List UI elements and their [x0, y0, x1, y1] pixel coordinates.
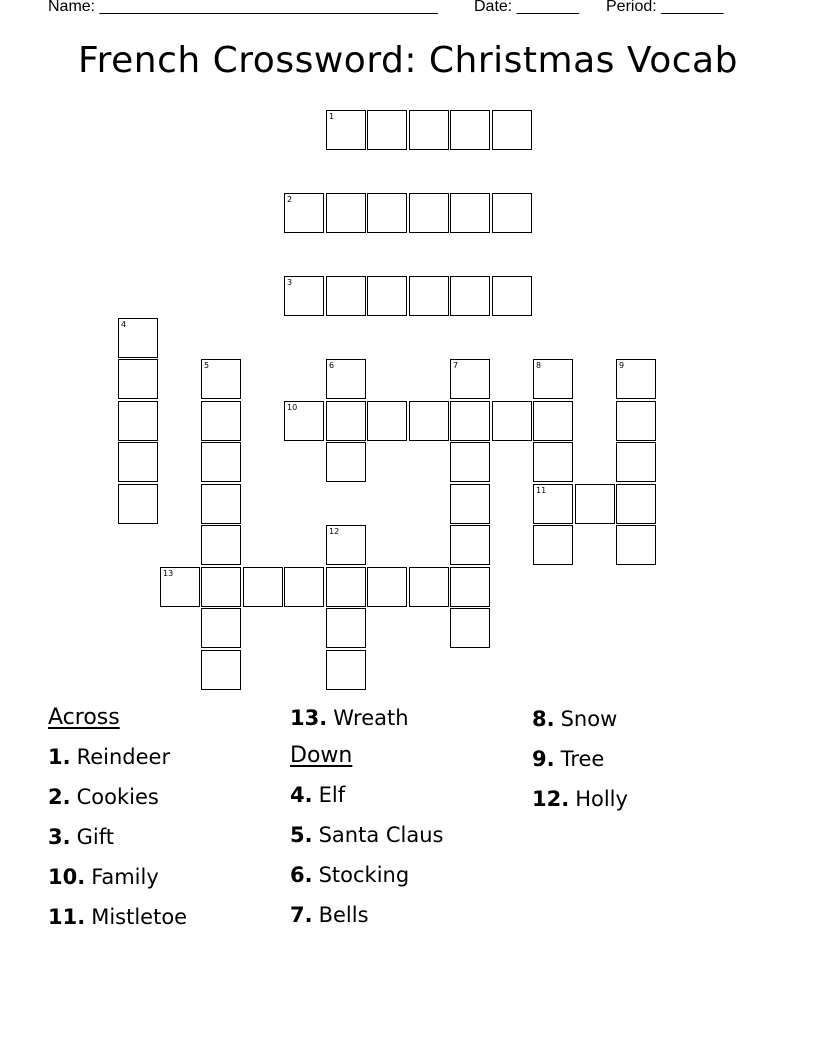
- grid-cell[interactable]: [201, 401, 241, 441]
- grid-cell[interactable]: [160, 567, 200, 607]
- grid-cell[interactable]: [367, 567, 407, 607]
- grid-cell[interactable]: [326, 650, 366, 690]
- across-heading: Across: [48, 705, 120, 730]
- cell-number: 3: [287, 278, 293, 287]
- grid-cell[interactable]: [450, 193, 490, 233]
- grid-cell[interactable]: [326, 442, 366, 482]
- clue-column-2: [290, 700, 444, 936]
- grid-cell[interactable]: [201, 650, 241, 690]
- grid-cell[interactable]: [284, 193, 324, 233]
- grid-cell[interactable]: [533, 359, 573, 399]
- grid-cell[interactable]: [450, 608, 490, 648]
- grid-cell[interactable]: [450, 484, 490, 524]
- grid-cell[interactable]: [284, 276, 324, 316]
- clue-down-7: 7. Bells: [290, 903, 369, 927]
- grid-cell[interactable]: [201, 608, 241, 648]
- grid-cell[interactable]: [492, 110, 532, 150]
- period-field[interactable]: Period: _______: [606, 0, 724, 15]
- grid-cell[interactable]: [326, 359, 366, 399]
- grid-cell[interactable]: [367, 276, 407, 316]
- cell-number: 1: [329, 112, 335, 121]
- grid-cell[interactable]: [533, 525, 573, 565]
- name-field[interactable]: Name: ______________________________________: [48, 0, 438, 15]
- grid-cell[interactable]: [492, 193, 532, 233]
- cell-number: 9: [619, 361, 625, 370]
- cell-number: 12: [329, 527, 340, 536]
- clue-across-3: 3. Gift: [48, 825, 114, 849]
- clue-down-6: 6. Stocking: [290, 863, 410, 887]
- grid-cell[interactable]: [450, 110, 490, 150]
- grid-cell[interactable]: [616, 484, 656, 524]
- grid-cell[interactable]: [450, 567, 490, 607]
- clue-column-3: [532, 700, 628, 820]
- grid-cell[interactable]: [367, 193, 407, 233]
- grid-cell[interactable]: [284, 567, 324, 607]
- grid-cell[interactable]: [118, 442, 158, 482]
- grid-cell[interactable]: [450, 401, 490, 441]
- clue-down-9: 9. Tree: [532, 747, 605, 771]
- grid-cell[interactable]: [284, 401, 324, 441]
- grid-cell[interactable]: [409, 276, 449, 316]
- grid-cell[interactable]: [450, 359, 490, 399]
- grid-cell[interactable]: [326, 276, 366, 316]
- clue-down-12: 12. Holly: [532, 787, 628, 811]
- grid-cell[interactable]: [450, 442, 490, 482]
- student-info-header: [0, 0, 816, 20]
- cell-number: 7: [453, 361, 459, 370]
- clue-down-8: 8. Snow: [532, 707, 618, 731]
- cell-number: 8: [536, 361, 542, 370]
- grid-cell[interactable]: [533, 442, 573, 482]
- grid-cell[interactable]: [326, 110, 366, 150]
- grid-cell[interactable]: [118, 401, 158, 441]
- clue-down-5: 5. Santa Claus: [290, 823, 444, 847]
- grid-cell[interactable]: [409, 567, 449, 607]
- cell-number: 13: [163, 569, 174, 578]
- grid-cell[interactable]: [118, 484, 158, 524]
- worksheet-title: French Crossword: Christmas Vocab: [78, 40, 738, 81]
- grid-cell[interactable]: [492, 401, 532, 441]
- grid-cell[interactable]: [367, 401, 407, 441]
- grid-cell[interactable]: [616, 401, 656, 441]
- grid-cell[interactable]: [533, 484, 573, 524]
- grid-cell[interactable]: [326, 608, 366, 648]
- grid-cell[interactable]: [201, 359, 241, 399]
- clue-column-1: [48, 700, 187, 938]
- clue-across-1: 1. Reindeer: [48, 745, 171, 769]
- clue-across-10: 10. Family: [48, 865, 159, 889]
- grid-cell[interactable]: [326, 193, 366, 233]
- grid-cell[interactable]: [118, 359, 158, 399]
- grid-cell[interactable]: [616, 442, 656, 482]
- cell-number: 6: [329, 361, 335, 370]
- grid-cell[interactable]: [450, 276, 490, 316]
- down-heading: Down: [290, 743, 353, 768]
- grid-cell[interactable]: [367, 110, 407, 150]
- grid-cell[interactable]: [533, 401, 573, 441]
- grid-cell[interactable]: [326, 525, 366, 565]
- grid-cell[interactable]: [409, 401, 449, 441]
- cell-number: 4: [121, 320, 127, 329]
- clue-across-13: 13. Wreath: [290, 706, 409, 730]
- grid-cell[interactable]: [616, 525, 656, 565]
- date-field[interactable]: Date: _______: [474, 0, 579, 15]
- clue-across-2: 2. Cookies: [48, 785, 159, 809]
- grid-cell[interactable]: [201, 484, 241, 524]
- grid-cell[interactable]: [201, 525, 241, 565]
- grid-cell[interactable]: [201, 567, 241, 607]
- grid-cell[interactable]: [243, 567, 283, 607]
- clue-down-4: 4. Elf: [290, 783, 346, 807]
- grid-cell[interactable]: [492, 276, 532, 316]
- clue-across-11: 11. Mistletoe: [48, 905, 188, 929]
- cell-number: 2: [287, 195, 293, 204]
- grid-cell[interactable]: [326, 401, 366, 441]
- grid-cell[interactable]: [201, 442, 241, 482]
- cell-number: 5: [204, 361, 210, 370]
- grid-cell[interactable]: [575, 484, 615, 524]
- cell-number: 10: [287, 403, 298, 412]
- grid-cell[interactable]: [616, 359, 656, 399]
- grid-cell[interactable]: [326, 567, 366, 607]
- grid-cell[interactable]: [118, 318, 158, 358]
- grid-cell[interactable]: [409, 193, 449, 233]
- grid-cell[interactable]: [450, 525, 490, 565]
- cell-number: 11: [536, 486, 547, 495]
- grid-cell[interactable]: [409, 110, 449, 150]
